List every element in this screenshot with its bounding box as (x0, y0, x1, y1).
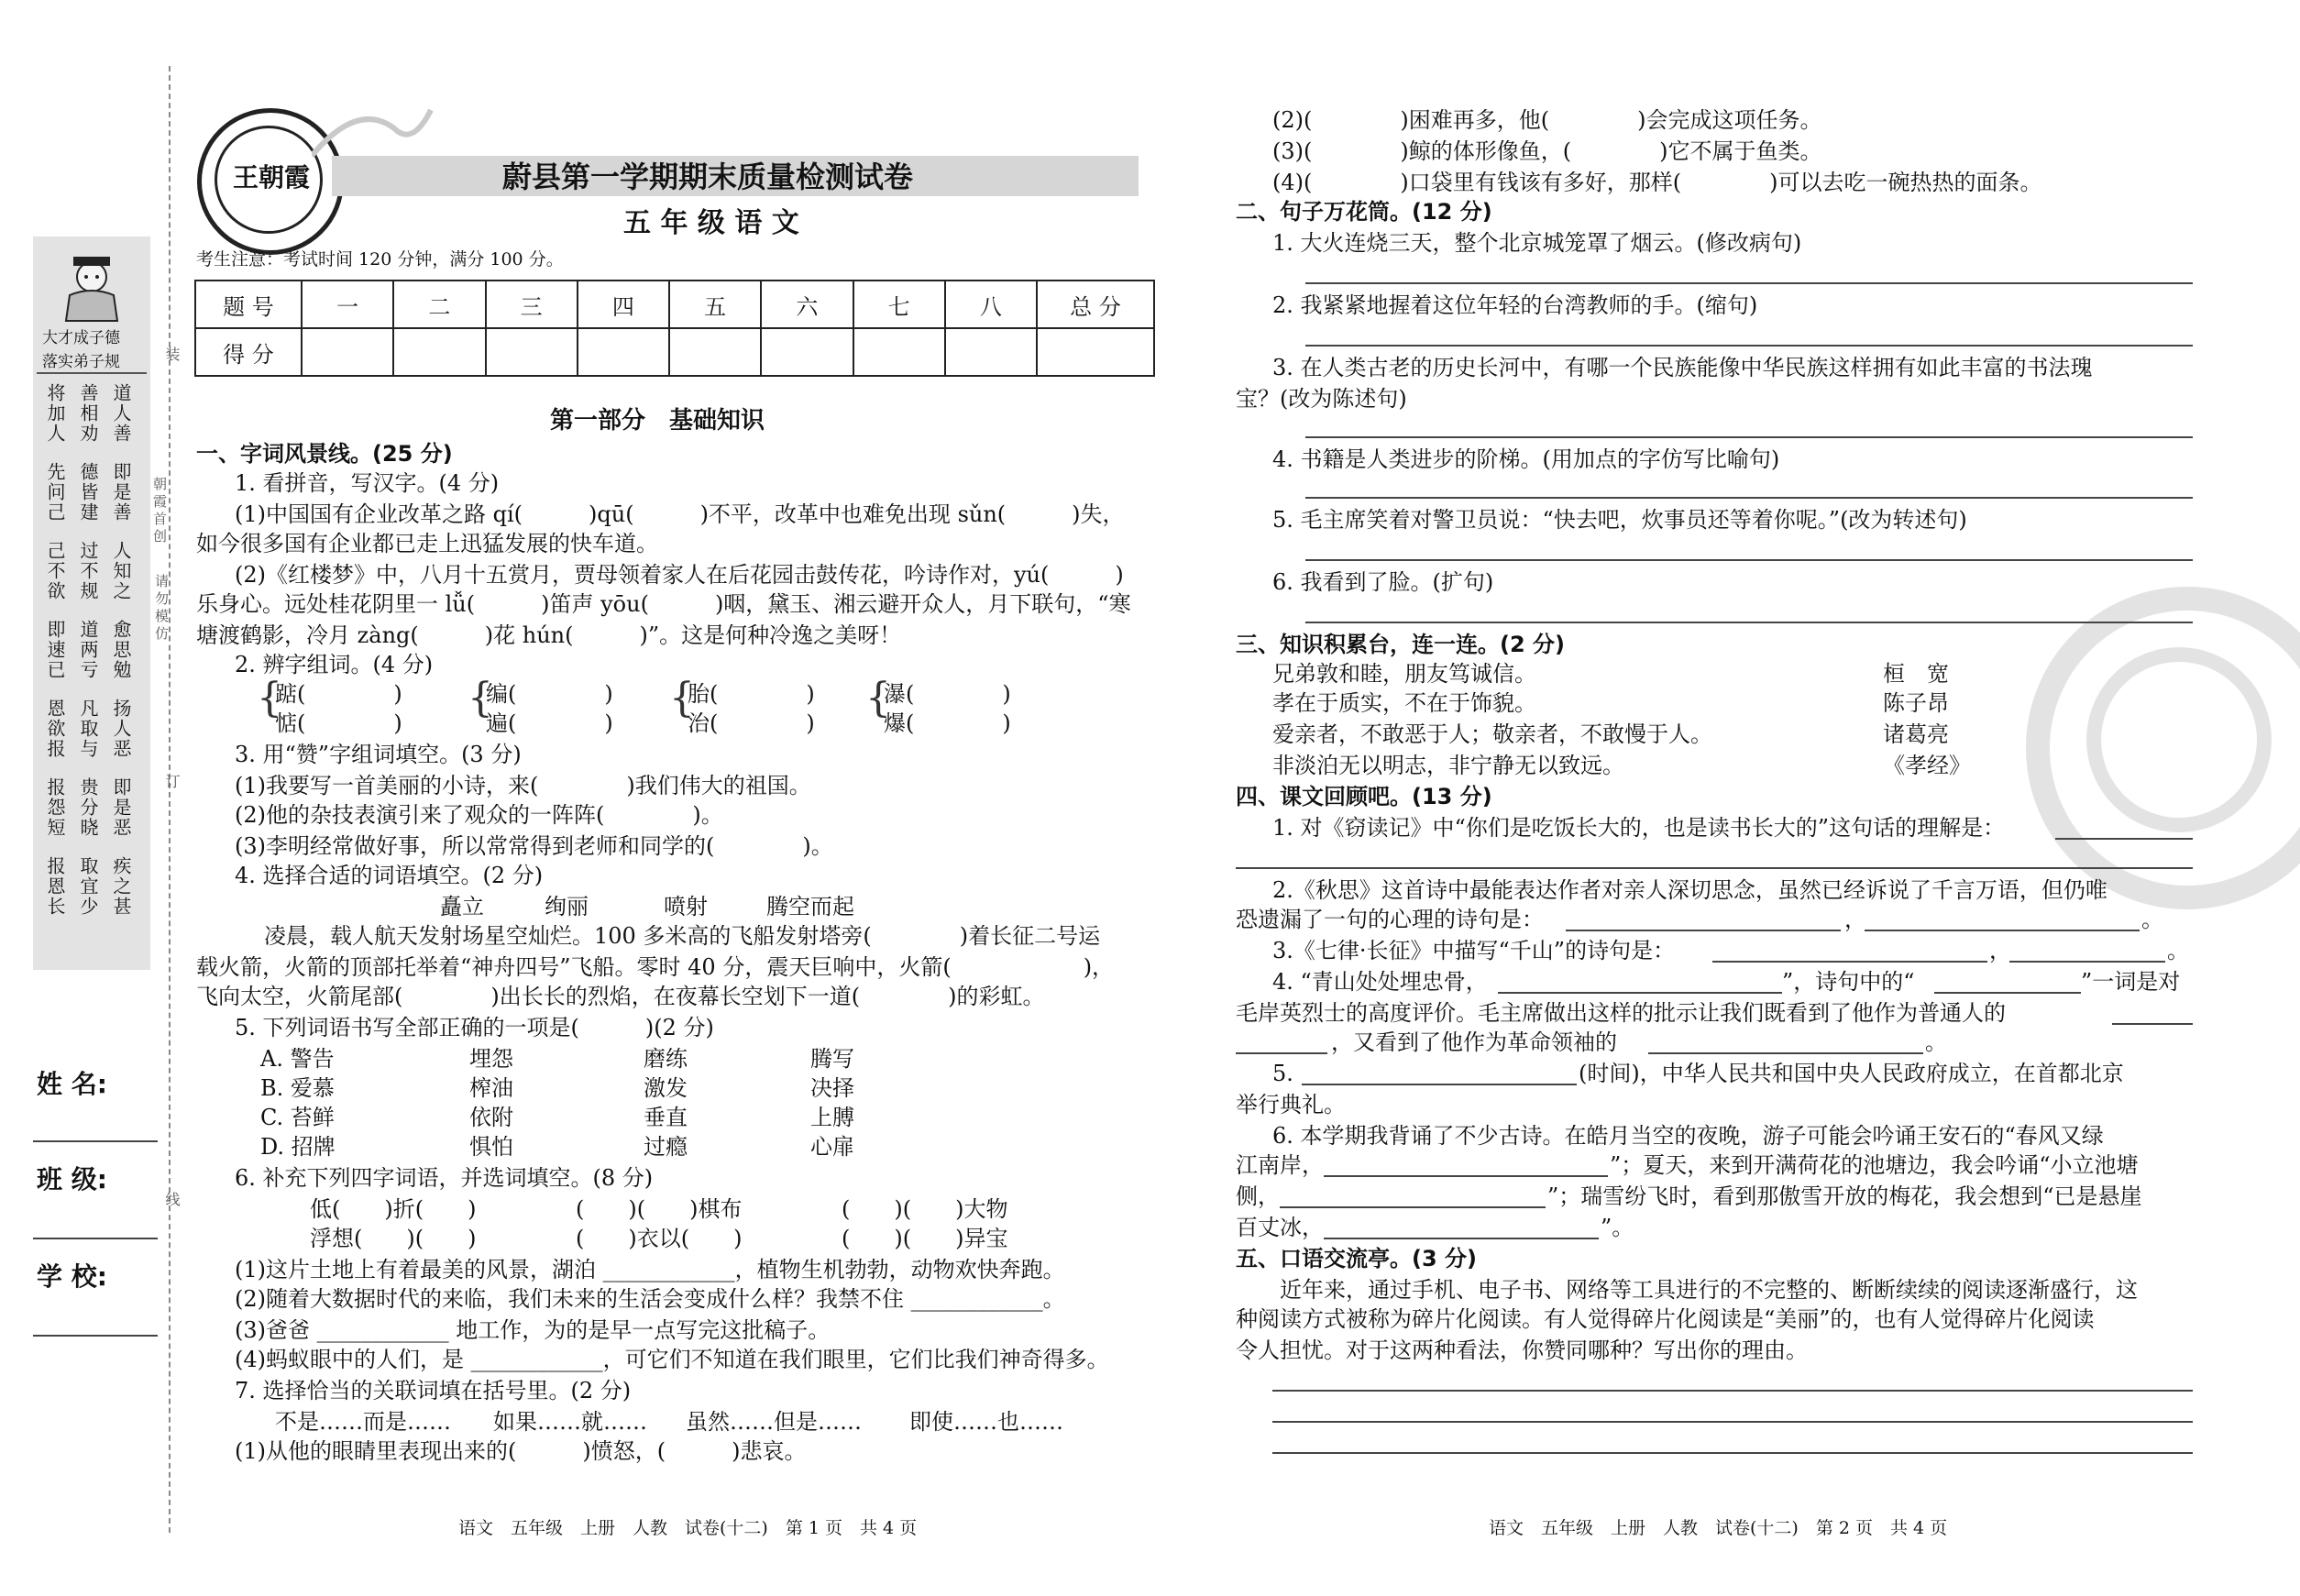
s2-3a: 3. 在人类古老的历史长河中，有哪一个民族能像中华民族这样拥有如此丰富的书法瑰 (1272, 355, 2093, 380)
q2-word-1: 踮( ) (275, 681, 402, 707)
score-cell[interactable] (669, 328, 761, 376)
s3-left-3: 爱亲者，不敢恶于人；敬亲者，不敢慢于人。 (1272, 721, 1712, 747)
q2-word-5: 胎( ) (688, 681, 815, 707)
s4-4a: 4. “青山处处埋忠骨， (1272, 969, 1488, 995)
q1-prompt: 1. 看拼音，写汉字。(4 分) (235, 470, 500, 496)
score-col-3: 三 (486, 281, 578, 328)
q5-word: 榨油 (469, 1075, 513, 1101)
q1-p1a: (1)中国国有企业改革之路 qí( )qū( )不平，改革中也难免出现 sǔn( )失， (235, 501, 1125, 527)
q5-prompt: 5. 下列词语书写全部正确的一项是( )(2 分) (235, 1015, 714, 1040)
q6-3: (3)爸爸 ____________ 地工作，为的是早一点写完这批稿子。 (235, 1317, 831, 1343)
confidential-watermark (2026, 587, 2300, 909)
class-label: 班 级: (37, 1164, 107, 1194)
q5-word: 过瘾 (644, 1134, 688, 1160)
q5-option-0[interactable]: A. 警告 (260, 1046, 335, 1072)
s4-6a: 6. 本学期我背诵了不少古诗。在皓月当空的夜晚，游子可能会吟诵王安石的“春风又绿 (1272, 1123, 2104, 1149)
q3-1: (1)我要写一首美丽的小诗，来( )我们伟大的祖国。 (235, 773, 811, 798)
answer-line[interactable] (1305, 497, 2193, 499)
answer-line[interactable] (1305, 345, 2193, 347)
score-cell[interactable] (1037, 328, 1154, 376)
q6-r2-3: ( )( )异宝 (842, 1226, 1008, 1251)
s4-2b: 恐遗漏了一句的心理的诗句是： (1236, 907, 1544, 932)
motto-verse-2-5: 即是恶 (110, 777, 132, 838)
motto-verse-2-1: 即是善 (110, 462, 132, 523)
s4-6c2: ”；瑞雪纷飞时，看到那傲雪开放的梅花，我会想到“已是悬崖 (1547, 1183, 2142, 1209)
score-col-1: 一 (302, 281, 393, 328)
sidebar-motto-panel (33, 237, 150, 970)
answer-line[interactable] (1566, 930, 1841, 931)
score-cell[interactable] (486, 328, 578, 376)
fold-line (169, 66, 171, 1533)
fold-mark-2: 订 (163, 774, 181, 792)
answer-line[interactable] (1324, 1175, 1608, 1177)
motto-verse-2-0: 道人善 (110, 383, 132, 444)
s4-5b: 举行典礼。 (1236, 1092, 1346, 1117)
q5-word: 磨练 (644, 1046, 688, 1072)
q5-option-1[interactable]: B. 爱慕 (260, 1075, 335, 1101)
s3-left-1: 兄弟敦和睦，朋友笃诚信。 (1272, 661, 1536, 687)
q7-3: (3)( )鲸的体形像鱼，( )它不属于鱼类。 (1272, 138, 1822, 164)
q7-option-3: 虽然……但是…… (686, 1409, 862, 1435)
q3-prompt: 3. 用“赞”字组词填空。(3 分) (235, 742, 522, 767)
answer-line[interactable] (1236, 867, 2193, 869)
s4-4b: 毛岸英烈士的高度评价。毛主席做出这样的批示让我们既看到了他作为普通人的 (1236, 1000, 2006, 1026)
side-note-1: 朝霞首创 (151, 477, 168, 546)
q6-r1-3: ( )( )大物 (842, 1196, 1008, 1222)
s4-6b: 江南岸， (1236, 1152, 1324, 1178)
q2-word-8: 爆( ) (884, 710, 1011, 736)
answer-line[interactable] (1272, 1390, 2193, 1392)
motto-verse-1-2: 过不规 (77, 541, 99, 601)
q1-p2b: 乐身心。远处桂花阴里一 lǚ( )笛声 yōu( )咽，黛玉、湘云避开众人，月下联句，“寒 (196, 591, 1131, 617)
s2-1: 1. 大火连烧三天，整个北京城笼罩了烟云。(修改病句) (1272, 230, 1802, 256)
q2-prompt: 2. 辨字组词。(4 分) (235, 652, 434, 677)
s4-1: 1. 对《窃读记》中“你们是吃饭长大的，也是读书长大的”这句话的理解是： (1272, 815, 2006, 841)
q6-r2-2: ( )衣以( ) (576, 1226, 743, 1251)
s5-c: 令人担忧。对于这两种看法，你赞同哪种？写出你的理由。 (1236, 1337, 1808, 1363)
motto-verse-1-5: 贵分晓 (77, 777, 99, 838)
q5-option-2[interactable]: C. 苔鲜 (260, 1105, 335, 1130)
q4-prompt: 4. 选择合适的词语填空。(2 分) (235, 863, 544, 888)
scholar-illustration-icon (33, 249, 150, 323)
s2-2: 2. 我紧紧地握着这位年轻的台湾教师的手。(缩句) (1272, 292, 1758, 318)
q5-word: 激发 (644, 1075, 688, 1101)
section-1-title: 一、字词风景线。(25 分) (196, 441, 453, 467)
name-label: 姓 名: (37, 1069, 107, 1099)
score-col-total: 总 分 (1037, 281, 1154, 328)
score-col-2: 二 (393, 281, 485, 328)
q6-r1-2: ( )( )棋布 (576, 1196, 743, 1222)
section-3-title: 三、知识积累台，连一连。(2 分) (1236, 632, 1565, 657)
answer-line[interactable] (2112, 1023, 2193, 1025)
logo-text: 王朝霞 (233, 162, 311, 193)
motto-verse-1-3: 道两亏 (77, 620, 99, 680)
q2-word-3: 编( ) (486, 681, 613, 707)
q3-3: (3)李明经常做好事，所以常常得到老师和同学的( )。 (235, 833, 833, 859)
answer-line[interactable] (1648, 1052, 1923, 1054)
motto-verse-2-6: 疾之甚 (110, 856, 132, 917)
s2-5: 5. 毛主席笑着对警卫员说：“快去吧，炊事员还等着你呢。”(改为转述句) (1272, 507, 1967, 533)
motto-verse-0-3: 即速已 (44, 620, 66, 680)
exam-title: 蔚县第一学期期末质量检测试卷 (502, 160, 914, 194)
s4-5a: (时间)，中华人民共和国中央人民政府成立，在首都北京 (1579, 1061, 2124, 1086)
school-label: 学 校: (37, 1261, 107, 1292)
section-2-title: 二、句子万花筒。(12 分) (1236, 199, 1492, 225)
s4-4a3: ”一词是对 (2081, 969, 2181, 995)
score-table (194, 280, 1155, 377)
answer-line[interactable] (1272, 1421, 2193, 1423)
q4-option-3: 喷射 (664, 894, 708, 919)
answer-line[interactable] (1934, 992, 2081, 994)
s3-right-2: 陈子昂 (1883, 690, 1949, 716)
score-table-input-row (195, 328, 1154, 376)
fold-mark-1: 装 (163, 347, 181, 365)
motto-line-1: 大才成子德 (42, 329, 120, 347)
score-cell[interactable] (761, 328, 853, 376)
q1-p1b: 如今很多国有企业都已走上迅猛发展的快车道。 (196, 531, 658, 556)
answer-line[interactable] (2009, 961, 2165, 963)
motto-verse-1-1: 德皆建 (77, 462, 99, 523)
score-cell[interactable] (302, 328, 393, 376)
motto-verse-0-2: 己不欲 (44, 541, 66, 601)
q5-word: 决择 (810, 1075, 854, 1101)
q4-p1: 凌晨，载人航天发射场星空灿烂。100 多米高的飞船发射塔旁( )着长征二号运 (264, 923, 1101, 949)
s4-6b2: ”；夏天，来到开满荷花的池塘边，我会吟诵“小立池塘 (1610, 1152, 2139, 1178)
q5-word: 惧怕 (469, 1134, 513, 1160)
answer-line[interactable] (1280, 1206, 1546, 1208)
q3-2: (2)他的杂技表演引来了观众的一阵阵( )。 (235, 802, 723, 828)
score-col-5: 五 (669, 281, 761, 328)
s4-3: 3.《七律·长征》中描写“千山”的诗句是： (1272, 938, 1676, 963)
score-cell[interactable] (578, 328, 669, 376)
q2-word-2: 惦( ) (275, 710, 402, 736)
q2-word-6: 治( ) (688, 710, 815, 736)
school-field[interactable] (33, 1335, 158, 1337)
score-col-7: 七 (853, 281, 945, 328)
q1-p2c: 塘渡鹤影，冷月 zàng( )花 hún( )”。这是何种冷逸之美呀！ (196, 622, 902, 648)
motto-verse-2-4: 扬人恶 (110, 699, 132, 759)
section-4-title: 四、课文回顾吧。(13 分) (1236, 784, 1492, 809)
score-cell[interactable] (393, 328, 485, 376)
side-note-2: 请勿模仿 (153, 574, 170, 644)
score-row1-label: 题 号 (195, 281, 302, 328)
q5-word: 依附 (469, 1105, 513, 1130)
q4-p2: 载火箭，火箭的顶部托举着“神舟四号”飞船。零时 40 分，震天巨响中，火箭( )， (196, 954, 1115, 980)
motto-verse-2-3: 愈思勉 (110, 620, 132, 680)
s2-4: 4. 书籍是人类进步的阶梯。(用加点的字仿写比喻句) (1272, 446, 1780, 472)
motto-verse-2-2: 人知之 (110, 541, 132, 601)
motto-verse-1-0: 善相劝 (77, 383, 99, 444)
answer-line[interactable] (1305, 282, 2193, 284)
s2-6: 6. 我看到了脸。(扩句) (1272, 569, 1494, 595)
score-col-8: 八 (945, 281, 1037, 328)
name-field[interactable] (33, 1140, 158, 1142)
q6-r2-1: 浮想( )( ) (310, 1226, 477, 1251)
q5-option-3[interactable]: D. 招牌 (260, 1134, 336, 1160)
motto-verse-1-4: 凡取与 (77, 699, 99, 759)
exam-notice: 考生注意：考试时间 120 分钟，满分 100 分。 (196, 249, 564, 270)
s4-4a2: ”，诗句中的“ (1782, 969, 1915, 995)
s4-6c: 侧， (1236, 1183, 1280, 1209)
s5-a: 近年来，通过手机、电子书、网络等工具进行的不完整的、断断续续的阅读逐渐盛行，这 (1280, 1277, 2138, 1303)
q6-r1-1: 低( )折( ) (310, 1196, 477, 1222)
q4-option-1: 矗立 (440, 894, 484, 919)
q7-option-2: 如果……就…… (493, 1409, 647, 1435)
q6-prompt: 6. 补充下列四字词语，并选词填空。(8 分) (235, 1165, 654, 1191)
s3-right-4: 《孝经》 (1883, 753, 1971, 778)
s3-right-1: 桓 宽 (1883, 661, 1949, 687)
s2-3b: 宝？(改为陈述句) (1236, 386, 1407, 412)
motto-line-2: 落实弟子规 (42, 353, 120, 371)
score-cell[interactable] (853, 328, 945, 376)
q4-option-2: 绚丽 (545, 894, 589, 919)
section-5-title: 五、口语交流亭。(3 分) (1236, 1246, 1477, 1271)
motto-verse-0-6: 报恩长 (44, 856, 66, 917)
answer-line[interactable] (1302, 1084, 1577, 1085)
q7-prompt: 7. 选择恰当的关联词填在括号里。(2 分) (235, 1378, 632, 1403)
q7-4: (4)( )口袋里有钱该有多好，那样( )可以去吃一碗热热的面条。 (1272, 170, 2042, 195)
answer-line[interactable] (1305, 622, 2193, 623)
q7-2: (2)( )困难再多，他( )会完成这项任务。 (1272, 107, 1822, 133)
q5-word: 埋怨 (469, 1046, 513, 1072)
answer-line[interactable] (1305, 559, 2193, 561)
motto-verse-0-4: 恩欲报 (44, 699, 66, 759)
q1-p2a: (2)《红楼梦》中，八月十五赏月，贾母领着家人在后花园击鼓传花，吟诗作对，yú( ) (235, 562, 1124, 588)
q6-4: (4)蚂蚁眼中的人们，是 ____________，可它们不知道在我们眼里，它们比我们神奇得多。 (235, 1347, 1109, 1372)
answer-line[interactable] (1865, 930, 2140, 931)
fold-mark-3: 线 (163, 1192, 181, 1210)
score-col-4: 四 (578, 281, 669, 328)
q6-2: (2)随着大数据时代的来临，我们未来的生活会变成什么样？我禁不住 ____________。 (235, 1286, 1065, 1312)
score-cell[interactable] (945, 328, 1037, 376)
s3-right-3: 诸葛亮 (1883, 721, 1949, 747)
answer-line[interactable] (1272, 1452, 2193, 1454)
q5-word: 垂直 (644, 1105, 688, 1130)
motto-verse-1-6: 取宜少 (77, 856, 99, 917)
answer-line[interactable] (1712, 961, 1987, 963)
s4-2a: 2.《秋思》这首诗中最能表达作者对亲人深切思念，虽然已经诉说了千言万语，但仍唯 (1272, 877, 2107, 903)
score-table-header-row (195, 281, 1154, 328)
q2-word-7: 瀑( ) (884, 681, 1011, 707)
answer-line[interactable] (2055, 838, 2193, 840)
part1-title: 第一部分 基础知识 (550, 407, 765, 435)
answer-line[interactable] (1498, 992, 1782, 994)
q4-p3: 飞向太空，火箭尾部( )出长长的烈焰，在夜幕长空划下一道( )的彩虹。 (196, 984, 1045, 1009)
motto-verse-0-5: 报怨短 (44, 777, 66, 838)
footer-page-2: 语文 五年级 上册 人教 试卷(十二) 第 2 页 共 4 页 (1489, 1518, 1948, 1538)
footer-page-1: 语文 五年级 上册 人教 试卷(十二) 第 1 页 共 4 页 (458, 1518, 918, 1538)
s4-6d: 百丈冰， (1236, 1215, 1324, 1240)
q5-word: 腾写 (810, 1046, 854, 1072)
s3-left-4: 非淡泊无以明志，非宁静无以致远。 (1272, 753, 1624, 778)
score-row2-label: 得 分 (195, 328, 302, 376)
motto-verse-0-1: 先问己 (44, 462, 66, 523)
score-col-6: 六 (761, 281, 853, 328)
class-field[interactable] (33, 1238, 158, 1239)
q7-option-4: 即使……也…… (909, 1409, 1063, 1435)
q6-1: (1)这片土地上有着最美的风景，湖泊 ____________，植物生机勃勃，动物欢快奔跑。 (235, 1257, 1065, 1282)
q5-word: 心扉 (810, 1134, 854, 1160)
q7-option-1: 不是……而是…… (275, 1409, 451, 1435)
q2-word-4: 遍( ) (486, 710, 613, 736)
answer-line[interactable] (1324, 1238, 1599, 1239)
q5-word: 上膊 (810, 1105, 854, 1130)
subject-title: 五 年 级 语 文 (623, 207, 799, 239)
s5-b: 种阅读方式被称为碎片化阅读。有人觉得碎片化阅读是“美丽”的，也有人觉得碎片化阅读 (1236, 1306, 2095, 1332)
answer-line[interactable] (1236, 1052, 1327, 1054)
s4-4c: ，又看到了他作为革命领袖的 (1331, 1029, 1617, 1055)
q4-option-4: 腾空而起 (766, 894, 854, 919)
answer-line[interactable] (1305, 436, 2193, 438)
s3-left-2: 孝在于质实，不在于饰貌。 (1272, 690, 1536, 716)
q7-1: (1)从他的眼睛里表现出来的( )愤怒，( )悲哀。 (235, 1438, 807, 1464)
motto-verse-0-0: 将加人 (44, 383, 66, 444)
